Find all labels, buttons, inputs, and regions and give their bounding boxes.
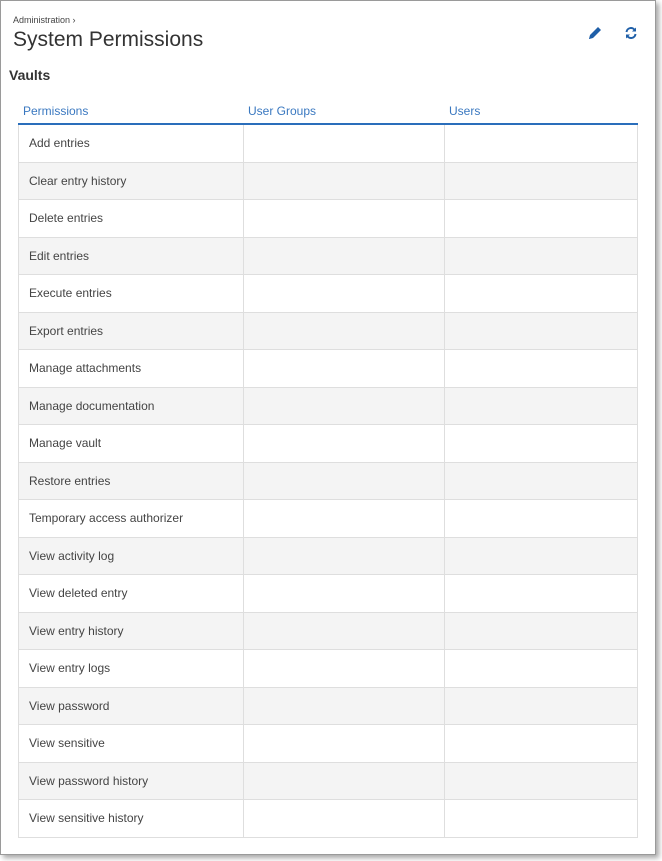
user-groups-cell[interactable] (243, 763, 444, 800)
table-header (18, 102, 638, 125)
permission-cell: View sensitive (18, 725, 243, 762)
permission-cell: Execute entries (18, 275, 243, 312)
breadcrumb-administration[interactable]: Administration (13, 15, 71, 25)
permission-cell: Manage vault (18, 425, 243, 462)
table-row[interactable] (18, 725, 638, 763)
permission-cell: View entry history (18, 613, 243, 650)
breadcrumb (13, 15, 76, 25)
users-cell[interactable] (444, 388, 638, 425)
table-row[interactable] (18, 425, 638, 463)
user-groups-cell[interactable] (243, 313, 444, 350)
permissions-table (18, 102, 638, 838)
table-row[interactable] (18, 650, 638, 688)
table-row[interactable] (18, 163, 638, 201)
table-row[interactable] (18, 388, 638, 426)
user-groups-cell[interactable] (243, 725, 444, 762)
table-row[interactable] (18, 350, 638, 388)
refresh-icon[interactable] (623, 25, 639, 41)
user-groups-cell[interactable] (243, 200, 444, 237)
user-groups-cell[interactable] (243, 575, 444, 612)
table-row[interactable] (18, 575, 638, 613)
users-cell[interactable] (444, 425, 638, 462)
users-cell[interactable] (444, 313, 638, 350)
user-groups-cell[interactable] (243, 538, 444, 575)
permission-cell: Temporary access authorizer (18, 500, 243, 537)
table-row[interactable] (18, 613, 638, 651)
users-cell[interactable] (444, 688, 638, 725)
table-row[interactable] (18, 200, 638, 238)
table-row[interactable] (18, 238, 638, 276)
column-header-users[interactable]: Users (449, 104, 481, 118)
table-body (18, 125, 638, 838)
table-row[interactable] (18, 275, 638, 313)
permission-cell: Add entries (18, 125, 243, 162)
permission-cell: Manage documentation (18, 388, 243, 425)
user-groups-cell[interactable] (243, 388, 444, 425)
permission-cell: Manage attachments (18, 350, 243, 387)
user-groups-cell[interactable] (243, 463, 444, 500)
permission-cell: Clear entry history (18, 163, 243, 200)
users-cell[interactable] (444, 163, 638, 200)
user-groups-cell[interactable] (243, 425, 444, 462)
permission-cell: View entry logs (18, 650, 243, 687)
user-groups-cell[interactable] (243, 650, 444, 687)
users-cell[interactable] (444, 350, 638, 387)
users-cell[interactable] (444, 800, 638, 837)
users-cell[interactable] (444, 763, 638, 800)
user-groups-cell[interactable] (243, 688, 444, 725)
users-cell[interactable] (444, 500, 638, 537)
users-cell[interactable] (444, 575, 638, 612)
users-cell[interactable] (444, 125, 638, 162)
user-groups-cell[interactable] (243, 163, 444, 200)
breadcrumb-separator: › (72, 15, 76, 25)
table-row[interactable] (18, 463, 638, 501)
table-row[interactable] (18, 763, 638, 801)
table-row[interactable] (18, 538, 638, 576)
users-cell[interactable] (444, 238, 638, 275)
table-row[interactable] (18, 500, 638, 538)
users-cell[interactable] (444, 725, 638, 762)
user-groups-cell[interactable] (243, 238, 444, 275)
permission-cell: View deleted entry (18, 575, 243, 612)
section-title: Vaults (9, 67, 51, 83)
user-groups-cell[interactable] (243, 500, 444, 537)
table-row[interactable] (18, 313, 638, 351)
permission-cell: View password (18, 688, 243, 725)
permission-cell: Export entries (18, 313, 243, 350)
users-cell[interactable] (444, 538, 638, 575)
pencil-icon[interactable] (587, 25, 603, 41)
permission-cell: Restore entries (18, 463, 243, 500)
permission-cell: View sensitive history (18, 800, 243, 837)
users-cell[interactable] (444, 275, 638, 312)
permission-cell: Edit entries (18, 238, 243, 275)
table-row[interactable] (18, 688, 638, 726)
user-groups-cell[interactable] (243, 800, 444, 837)
user-groups-cell[interactable] (243, 613, 444, 650)
table-row[interactable] (18, 800, 638, 838)
column-header-permissions[interactable]: Permissions (23, 104, 89, 118)
user-groups-cell[interactable] (243, 275, 444, 312)
permission-cell: Delete entries (18, 200, 243, 237)
users-cell[interactable] (444, 613, 638, 650)
users-cell[interactable] (444, 650, 638, 687)
users-cell[interactable] (444, 200, 638, 237)
users-cell[interactable] (444, 463, 638, 500)
column-header-user-groups[interactable]: User Groups (248, 104, 317, 118)
user-groups-cell[interactable] (243, 350, 444, 387)
page-title: System Permissions (13, 28, 204, 51)
permission-cell: View password history (18, 763, 243, 800)
permission-cell: View activity log (18, 538, 243, 575)
user-groups-cell[interactable] (243, 125, 444, 162)
table-row[interactable] (18, 125, 638, 163)
